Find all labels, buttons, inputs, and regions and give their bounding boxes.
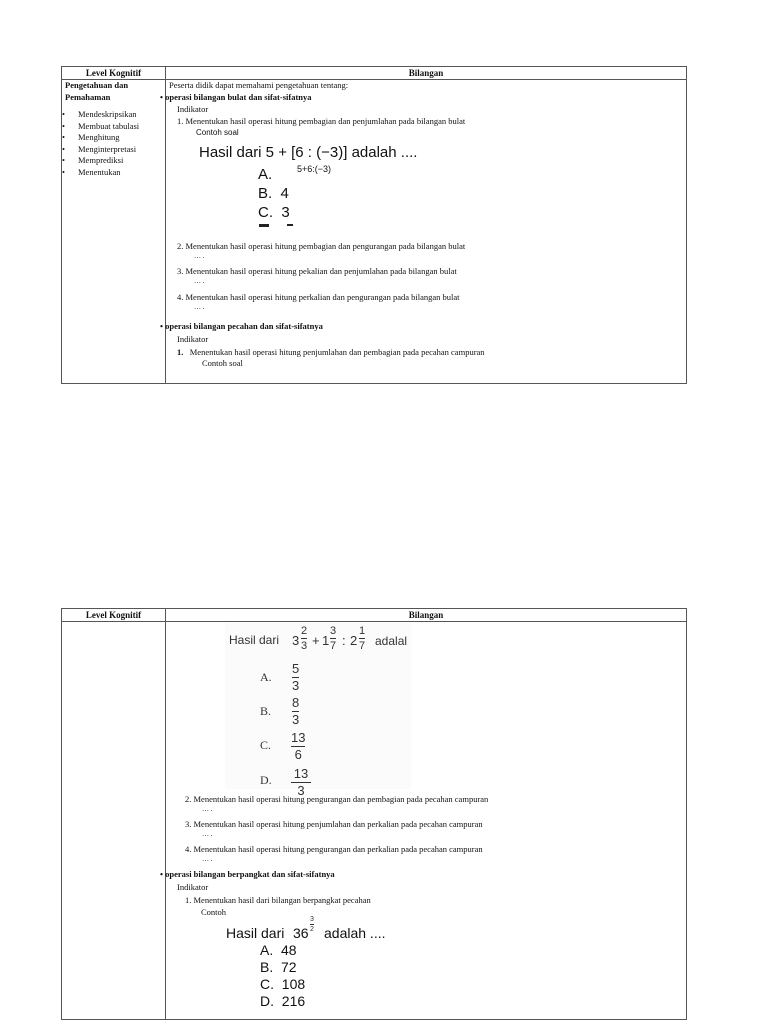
- indikator-label: Indikator: [177, 104, 209, 114]
- indicator-4: 4. Menentukan hasil operasi hitung pengurangan dan perkalian pada pecahan campuran: [185, 844, 483, 854]
- header-bilangan: Bilangan: [408, 68, 444, 78]
- dots: … .: [202, 805, 213, 813]
- table-kognitif-1: Level Kognitif Bilangan Pengetahuan dan Pemahaman • Mendeskripsikan • Membuat tabulasi • Menghitung • Menginterpretasi • Memprediksi • Menentukan Peserta didik dapat memahami pengetahuan tentang: • operasi bilangan bulat dan sifat-sifatnya Indikator 1. Menentukan hasil operasi hitung pembagian dan penjumlahan pada bilangan bulat Contoh soal Hasil dari 5 + [6 : (−3)] adalah .... 5+6:(−3) A. B. 4 C. 3 2. Menentukan hasil operasi hitung pembagian dan pengurangan pada bilangan bulat … . 3. Menentukan hasil operasi hitung pekalian dan penjumlahan pada bilangan bulat … . 4. Menentukan hasil operasi hitung perkalian dan pengurangan pada bilangan bulat … . • operasi bilangan pecahan dan sifat-sifatnya Indikator 1. Menentukan hasil operasi hitung penjumlahan dan pembagian pada pecahan campuran Contoh soal: [61, 66, 687, 384]
- option-c: C. 3: [258, 204, 290, 221]
- formula-overlay: 5+6:(−3): [297, 164, 332, 174]
- contoh-soal-label: Contoh soal: [196, 128, 239, 137]
- option-d-label: D.: [260, 773, 272, 787]
- option-a-label: A.: [260, 670, 272, 684]
- mixed-frac-3: 1 7: [359, 625, 366, 652]
- example-question: Hasil dari 5 + [6 : (−3)] adalah ....: [199, 144, 418, 161]
- indicator-1-pecahan: 1. Menentukan hasil operasi hitung penjumlahan dan pembagian pada pecahan campuran: [177, 347, 485, 357]
- mixed-frac-1: 2 3: [301, 625, 308, 652]
- dots: … .: [202, 855, 213, 863]
- left-heading-line2: Pemahaman: [65, 92, 111, 102]
- cropped-option-d: [257, 224, 297, 227]
- indicator-1-pangkat: 1. Menentukan hasil dari bilangan berpangkat pecahan: [185, 895, 371, 905]
- column-divider: [165, 621, 166, 1019]
- header-level-kognitif: Level Kognitif: [62, 609, 166, 621]
- power-option-b: B. 72: [260, 959, 297, 975]
- power-exponent: 3 2: [310, 916, 314, 933]
- mixed-frac-2: 3 7: [330, 625, 337, 652]
- header-level-kognitif: Level Kognitif: [62, 67, 166, 79]
- indikator-label: Indikator: [177, 334, 209, 344]
- dots: … .: [194, 303, 205, 311]
- option-c-fraction: 13 6: [291, 730, 306, 762]
- intro-text: Peserta didik dapat memahami pengetahuan tentang:: [169, 80, 349, 90]
- topic-bilangan-bulat: • operasi bilangan bulat dan sifat-sifatnya: [160, 92, 312, 102]
- mixed-whole-1: 3: [292, 633, 300, 648]
- option-a: A.: [258, 166, 273, 183]
- indicator-2: 2. Menentukan hasil operasi hitung pembagian dan pengurangan pada bilangan bulat: [177, 241, 466, 251]
- option-d-fraction: 13 3: [291, 767, 311, 798]
- dots: … .: [202, 830, 213, 838]
- mixed-whole-3: 2: [350, 633, 358, 648]
- table-header: [62, 67, 686, 80]
- power-option-c: C. 108: [260, 976, 306, 992]
- header-bilangan: Bilangan: [408, 610, 444, 620]
- power-option-d: D. 216: [260, 993, 306, 1009]
- option-a-fraction: 5 3: [292, 661, 300, 693]
- question-prefix: Hasil dari: [229, 633, 280, 647]
- question-suffix: adalal: [375, 634, 408, 648]
- indikator-label: Indikator: [177, 882, 209, 892]
- indicator-1: 1. Menentukan hasil operasi hitung pembagian dan penjumlahan pada bilangan bulat: [177, 116, 466, 126]
- dots: … .: [194, 277, 205, 285]
- option-d-fraction-clip: [291, 766, 311, 798]
- indicator-3: 3. Menentukan hasil operasi hitung pekalian dan penjumlahan pada bilangan bulat: [177, 266, 457, 276]
- operator-div: :: [342, 633, 346, 648]
- option-c-label: C.: [260, 738, 272, 752]
- left-heading-line1: Pengetahuan dan: [65, 80, 129, 90]
- topic-bilangan-berpangkat: • operasi bilangan berpangkat dan sifat-sifatnya: [160, 869, 335, 879]
- option-b-fraction: 8 3: [292, 695, 300, 727]
- option-b-label: B.: [260, 704, 272, 718]
- contoh-label: Contoh: [201, 907, 227, 917]
- mixed-whole-2: 1: [322, 633, 330, 648]
- contoh-soal-label: Contoh soal: [202, 358, 243, 368]
- column-divider: [165, 79, 166, 383]
- power-question-prefix: Hasil dari: [226, 925, 285, 941]
- dots: … .: [194, 252, 205, 260]
- table-kognitif-2: [61, 608, 687, 1020]
- indicator-4: 4. Menentukan hasil operasi hitung perkalian dan pengurangan pada bilangan bulat: [177, 292, 460, 302]
- table-header: [62, 609, 686, 622]
- topic-bilangan-pecahan: • operasi bilangan pecahan dan sifat-sifatnya: [160, 321, 323, 331]
- power-question-suffix: adalah ....: [324, 925, 386, 941]
- indicator-3: 3. Menentukan hasil operasi hitung penjumlahan dan perkalian pada pecahan campuran: [185, 819, 483, 829]
- operator-plus: +: [312, 633, 320, 648]
- option-b: B. 4: [258, 185, 289, 202]
- indicator-2: 2. Menentukan hasil operasi hitung pengurangan dan pembagian pada pecahan campuran: [185, 794, 489, 804]
- power-option-a: A. 48: [260, 942, 297, 958]
- power-base: 36: [293, 925, 309, 941]
